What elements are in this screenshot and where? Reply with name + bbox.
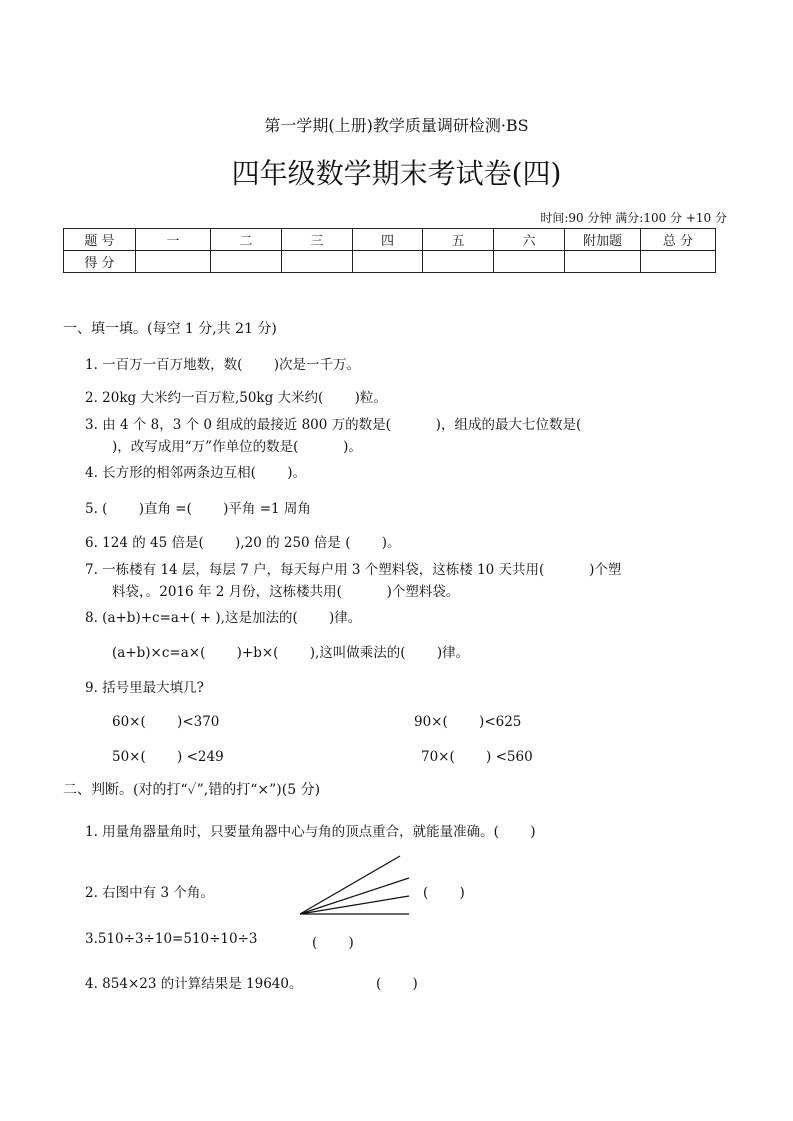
score-header-cell: 附加题 — [565, 229, 641, 251]
s2-question-4: 4. 854×23 的计算结果是 19640。 — [85, 976, 303, 992]
angle-ray-2 — [300, 878, 409, 914]
score-header-cell: 题 号 — [64, 229, 136, 251]
s2-question-1: 1. 用量角器量角时，只要量角器中心与角的顶点重合，就能量准确。( ) — [85, 824, 536, 840]
s1-question-7-line1: 7. 一栋楼有 14 层，每层 7 户，每天每户用 3 个塑料袋，这栋楼 10 天共用( )个塑 — [85, 562, 622, 578]
score-row-label: 得 分 — [64, 251, 136, 273]
s1-question-7-line2: 料袋，。2016 年 2 月份，这栋楼共用( )个塑料袋。 — [112, 584, 460, 600]
score-cell — [641, 251, 716, 273]
score-header-cell: 四 — [353, 229, 423, 251]
score-header-cell: 六 — [494, 229, 565, 251]
time-info: 时间:90 分钟 满分:100 分 +10 分 — [540, 211, 727, 225]
exam-subtitle: 第一学期(上册)教学质量调研检测·BS — [264, 116, 529, 135]
score-cell — [494, 251, 565, 273]
s1-question-9b: 90×( )<625 — [414, 714, 522, 730]
score-header-cell: 三 — [282, 229, 353, 251]
score-header-cell: 五 — [423, 229, 494, 251]
s1-question-9: 9. 括号里最大填几? — [85, 680, 204, 696]
s2-question-3-answer: ( ) — [312, 935, 354, 951]
score-table-score-row — [64, 251, 716, 273]
exam-title: 四年级数学期末考试卷(四) — [231, 157, 562, 190]
score-table — [63, 228, 716, 273]
score-cell — [136, 251, 211, 273]
s1-question-6: 6. 124 的 45 倍是( ),20 的 250 倍是 ( )。 — [85, 535, 401, 551]
score-table-header-row — [64, 229, 716, 251]
score-cell — [353, 251, 423, 273]
section2-heading: 二、判断。(对的打“✓”,错的打“×”)(5 分) — [63, 782, 321, 798]
s2-question-4-answer: ( ) — [376, 976, 418, 992]
score-cell — [565, 251, 641, 273]
s1-question-9a: 60×( )<370 — [112, 714, 220, 730]
s2-question-2: 2. 右图中有 3 个角。 — [85, 885, 214, 901]
s1-question-9c: 50×( ) <249 — [112, 749, 224, 765]
s1-question-3-line2: )，改写成用“万”作单位的数是( )。 — [112, 439, 362, 455]
s1-question-1: 1. 一百万一百万地数，数( )次是一千万。 — [85, 357, 360, 373]
s2-question-2-answer: ( ) — [423, 885, 465, 901]
s1-question-2: 2. 20kg 大米约一百万粒,50kg 大米约( )粒。 — [85, 390, 387, 406]
score-cell — [423, 251, 494, 273]
s1-question-4: 4. 长方形的相邻两条边互相( )。 — [85, 465, 306, 481]
score-header-cell: 总 分 — [641, 229, 716, 251]
s1-question-9d: 70×( ) <560 — [421, 749, 533, 765]
s1-question-5: 5. ( )直角 =( )平角 =1 周角 — [85, 501, 311, 517]
score-cell — [282, 251, 353, 273]
s2-question-3: 3.510÷3÷10=510÷10÷3 — [85, 931, 258, 947]
score-cell — [211, 251, 282, 273]
score-header-cell: 一 — [136, 229, 211, 251]
score-header-cell: 二 — [211, 229, 282, 251]
s1-question-8-line1: 8. (a+b)+c=a+( + ),这是加法的( )律。 — [85, 610, 362, 626]
s1-question-8-line2: (a+b)×c=a×( )+b×( ),这叫做乘法的( )律。 — [112, 645, 470, 661]
angle-figure — [296, 852, 414, 918]
section1-heading: 一、填一填。(每空 1 分,共 21 分) — [63, 321, 277, 337]
s1-question-3-line1: 3. 由 4 个 8，3 个 0 组成的最接近 800 万的数是( )，组成的最大七位数是( — [85, 417, 582, 433]
